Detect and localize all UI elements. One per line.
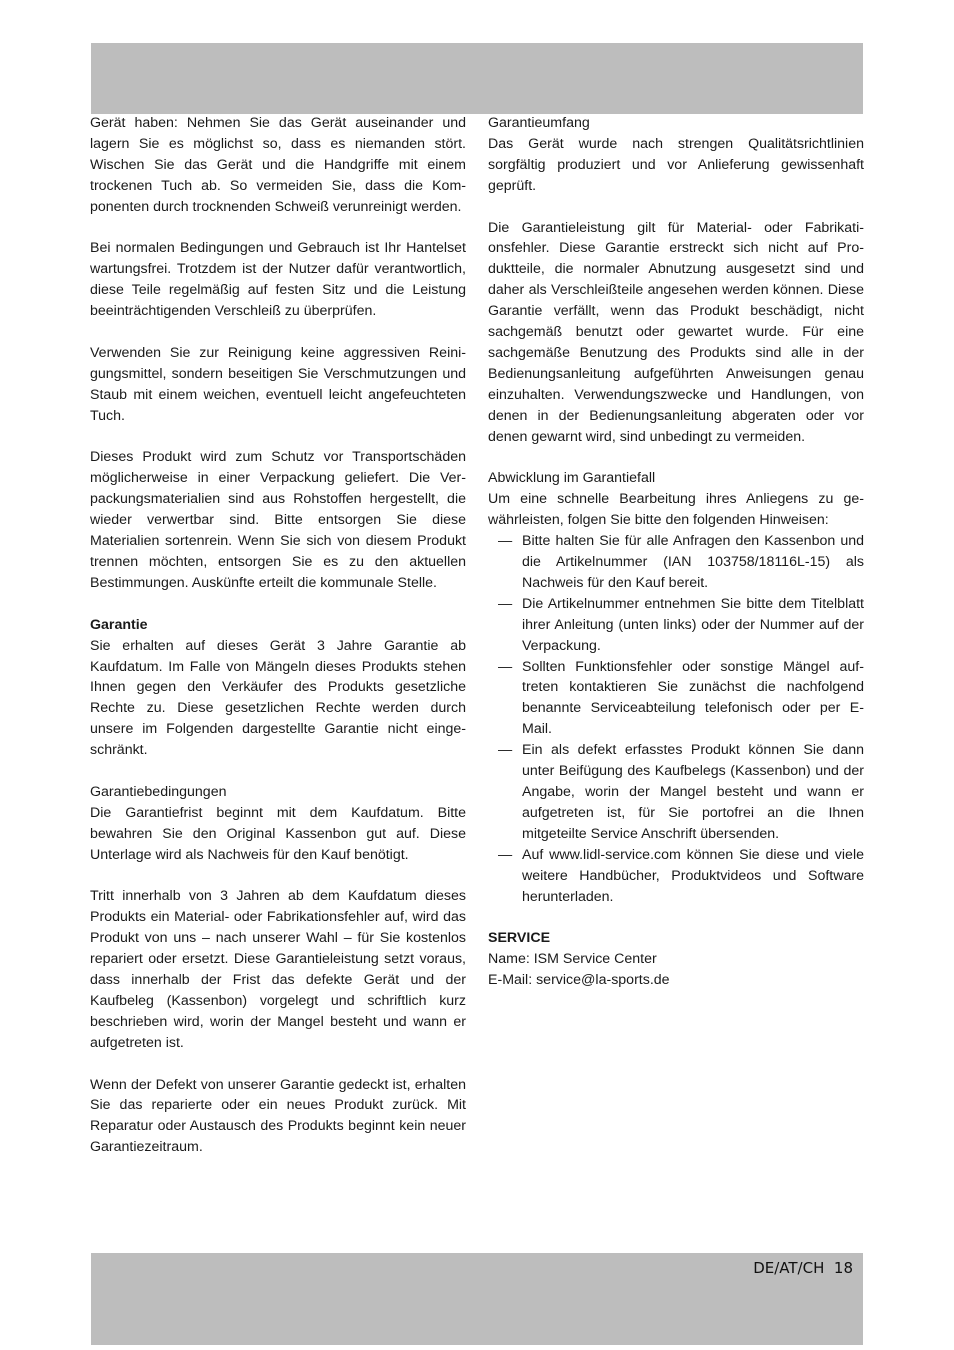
left-column (90, 113, 466, 1158)
heading-abwicklung: Abwicklung im Garantiefall (488, 470, 656, 487)
service-email: E-Mail: service@la-sports.de (488, 972, 670, 989)
paragraph-fehler: Tritt innerhalb von 3 Jahren ab dem Kaufdatum dieses Produkts ein Material- oder Fabrikationsfehler auf, wird das Produkt von uns – nach unserer Wahl – für Sie kostenlos repariert oder ersetzt. Diese Garantieleistung setzt voraus, dass innerhalb der Frist das defekte Gerät und der Kaufbeleg (Kassenbon) vorgelegt und schriftlich kurz beschrieben wird, worin der Mangel besteht und wann er aufgetreten ist. (90, 888, 466, 1051)
heading-garantieumfang: Garantieumfang (488, 115, 590, 131)
heading-garantiebedingungen: Garantiebedingungen (90, 783, 227, 800)
paragraph-garantieleistung: Die Garantieleistung gilt für Material- oder Fabrikationsfehler. Diese Garantie erstreckt sich nicht auf Produktteile, die normaler Abnutzung ausgesetzt sind und daher als Verschleißteile angesehen werden können. Diese Garantie verfällt, wenn das Produkt beschädigt, nicht sachgemäß benutzt oder gewartet wurde. Für eine sachgemäße Benutzung des Produkts sind alle in der Bedienungsanleitung aufgeführten Anweisungen genau einzuhalten. Verwendungszwecke und Handlungen, von denen in der Bedienungsanleitung abgeraten oder vor denen gewarnt wird, sind unbedingt zu vermeiden. (488, 219, 864, 445)
paragraph-packaging: Dieses Produkt wird zum Schutz vor Transportschäden möglicherweise in einer Verpackung geliefert. Die Verpackungsmaterialien sind aus Rohstoffen hergestellt, die wieder verwertbar sind. Bitte entsorgen Sie diese Materialien sortenrein. Wenn Sie sich von diesem Produkt trennen möchten, entsorgen Sie es zu den aktuellen Bestimmungen. Auskünfte erteilt die kommunale Stelle. (90, 449, 466, 591)
list-item: — Sollten Funktionsfehler oder sonstige Mängel auftreten kontaktieren Sie zunächst die nachfolgend benannte Serviceabteilung telefonisch oder per E-Mail. (488, 657, 864, 741)
heading-garantie: Garantie (90, 616, 148, 633)
list-item: — Ein als defekt erfasstes Produkt können Sie dann unter Beifügung des Kaufbelegs (Kassenbon) und der Angabe, worin der Mangel besteht und wann er aufgetreten ist, für Sie portofrei an die Ihnen mitgeteilte Service Anschrift übersenden. (488, 740, 864, 845)
page-footer (753, 1259, 853, 1277)
paragraph-qualitaet: Das Gerät wurde nach strengen Qualitätsrichtlinien sorgfältig produziert und vor Anlieferung gewissenhaft geprüft. (488, 135, 864, 194)
service-name: Name: ISM Service Center (488, 951, 657, 968)
heading-service: SERVICE (488, 930, 551, 947)
header-band (91, 43, 863, 114)
list-item: — Auf www.lidl-service.com können Sie diese und viele weitere Handbücher, Produktvideos und Software herunterladen. (488, 845, 864, 908)
page-number: 18 (833, 1259, 853, 1277)
list-item: — Die Artikelnummer entnehmen Sie bitte dem Titelblatt ihrer Anleitung (unten links) oder der Nummer auf der Verpackung. (488, 594, 864, 657)
footer-band (91, 1253, 863, 1345)
paragraph-abwicklung: Um eine schnelle Bearbeitung ihres Anliegens zu gewährleisten, folgen Sie bitte den folgenden Hinweisen: (488, 491, 864, 529)
paragraph-maintenance: Bei normalen Bedingungen und Gebrauch ist Ihr Hantelset wartungsfrei. Trotzdem ist der Nutzer dafür verantwortlich, diese Teile regelmäßig auf festen Sitz und die Leistung beeinträchtigenden Verschleiß zu überprüfen. (90, 240, 466, 320)
paragraph-defekt: Wenn der Defekt von unserer Garantie gedeckt ist, erhalten Sie das reparierte oder ein neues Produkt zurück. Mit Reparatur oder Austausch des Produkts beginnt kein neuer Garantiezeitraum. (90, 1076, 466, 1156)
paragraph-garantiefrist: Die Garantiefrist beginnt mit dem Kaufdatum. Bitte bewahren Sie den Original Kassenbon gut auf. Diese Unterlage wird als Nachweis für den Kauf benötigt. (90, 804, 466, 863)
footer-region-label: DE/AT/CH (753, 1259, 825, 1277)
hinweise-list (488, 531, 864, 907)
paragraph-garantie: Sie erhalten auf dieses Gerät 3 Jahre Garantie ab Kaufdatum. Im Falle von Mängeln dieses Produkts stehen Ihnen gegen den Verkäufer des Produkts gesetzliche Rechte zu. Diese gesetzlichen Rechte werden durch unsere im Folgenden dargestellte Garantie nicht eingeschränkt. (90, 637, 466, 759)
right-column (488, 113, 864, 991)
paragraph-cleaning-agents: Verwenden Sie zur Reinigung keine aggressiven Reinigungsmittel, sondern beseitigen Sie Verschmutzungen und Staub mit einem weichen, eventuell leicht angefeuchteten Tuch. (90, 344, 466, 424)
list-item: — Bitte halten Sie für alle Anfragen den Kassenbon und die Artikelnummer (IAN 103758/18116L-15) als Nachweis für den Kauf bereit. (488, 531, 864, 594)
paragraph-cleaning: Gerät haben: Nehmen Sie das Gerät auseinander und lagern Sie es möglichst so, dass es niemanden stört. Wischen Sie das Gerät und die Handgriffe mit einem trockenen Tuch ab. So vermeiden Sie, dass die Komponenten durch trocknenden Schweiß verunreinigt werden. (90, 115, 466, 215)
